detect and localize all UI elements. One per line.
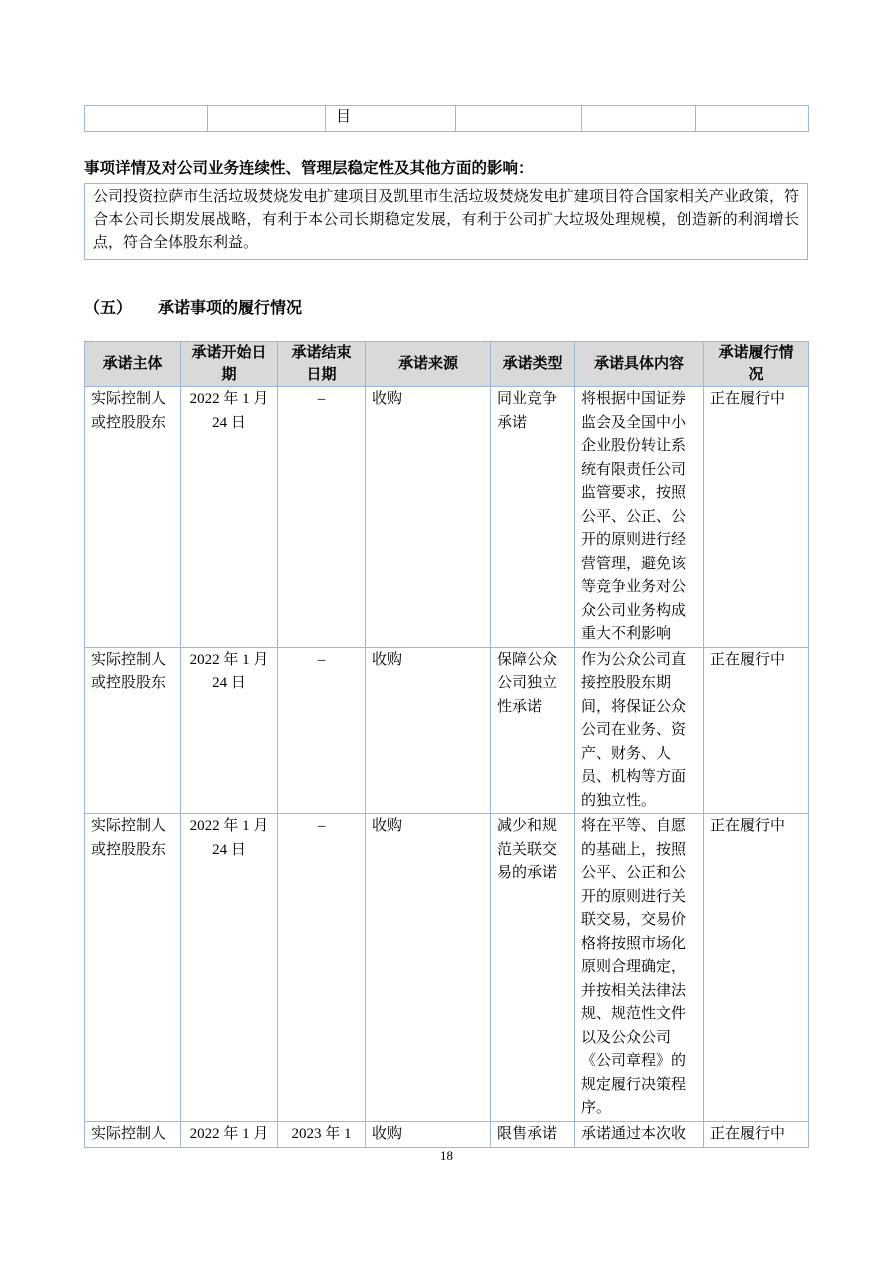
cell-end-date: – <box>278 647 366 814</box>
header-type: 承诺类型 <box>491 342 575 387</box>
previous-table-fragment <box>84 105 809 132</box>
cell-end-date: 2023 年 1 <box>278 1121 366 1147</box>
table-cell: 目 <box>326 106 456 132</box>
cell-subject: 实际控制人或控股股东 <box>85 814 181 1122</box>
table-row <box>85 387 809 648</box>
cell-end-date: – <box>278 814 366 1122</box>
header-start-date: 承诺开始日期 <box>181 342 278 387</box>
cell-detail: 承诺通过本次收 <box>575 1121 704 1147</box>
cell-detail: 作为公众公司直接控股股东期间，将保证公众公司在业务、资产、财务、人员、机构等方面的独立性。 <box>575 647 704 814</box>
cell-type: 减少和规范关联交易的承诺 <box>491 814 575 1122</box>
header-status: 承诺履行情况 <box>704 342 809 387</box>
table-row <box>85 814 809 1122</box>
table-header-row <box>85 342 809 387</box>
table-row <box>85 106 809 132</box>
impact-heading: 事项详情及对公司业务连续性、管理层稳定性及其他方面的影响： <box>84 160 534 177</box>
cell-type: 限售承诺 <box>491 1121 575 1147</box>
cell-start-date: 2022 年 1 月 24 日 <box>181 387 278 648</box>
header-detail: 承诺具体内容 <box>575 342 704 387</box>
cell-status: 正在履行中 <box>704 1121 809 1147</box>
cell-start-date: 2022 年 1 月 24 日 <box>181 647 278 814</box>
cell-subject: 实际控制人或控股股东 <box>85 647 181 814</box>
cell-status: 正在履行中 <box>704 814 809 1122</box>
section-number: （五） <box>84 300 133 317</box>
header-subject: 承诺主体 <box>85 342 181 387</box>
section-heading <box>84 298 808 320</box>
cell-detail: 将在平等、自愿的基础上，按照公平、公正和公开的原则进行关联交易，交易价格将按照市场化原则合理确定，并按相关法律法规、规范性文件以及公众公司《公司章程》的规定履行决策程序。 <box>575 814 704 1122</box>
table-cell <box>582 106 696 132</box>
table-cell <box>85 106 208 132</box>
table-row <box>85 1121 809 1147</box>
table-cell <box>696 106 809 132</box>
table-cell <box>208 106 326 132</box>
table-row <box>85 647 809 814</box>
header-end-date: 承诺结束日期 <box>278 342 366 387</box>
cell-status: 正在履行中 <box>704 387 809 648</box>
cell-subject: 实际控制人 <box>85 1121 181 1147</box>
page-content <box>84 105 808 1148</box>
cell-type: 保障公众公司独立性承诺 <box>491 647 575 814</box>
impact-statement-box <box>84 183 808 260</box>
cell-type: 同业竞争承诺 <box>491 387 575 648</box>
cell-detail: 将根据中国证券监会及全国中小企业股份转让系统有限责任公司监管要求，按照公平、公正、公开的原则进行经营管理，避免该等竞争业务对公众公司业务构成重大不利影响 <box>575 387 704 648</box>
header-source: 承诺来源 <box>366 342 491 387</box>
cell-status: 正在履行中 <box>704 647 809 814</box>
impact-statement-text: 公司投资拉萨市生活垃圾焚烧发电扩建项目及凯里市生活垃圾焚烧发电扩建项目符合国家相关产业政策，符合本公司长期发展战略，有利于本公司长期稳定发展，有利于公司扩大垃圾处理规模，创造新的利润增长点，符合全体股东利益。 <box>93 189 799 251</box>
cell-source: 收购 <box>366 387 491 648</box>
table-cell <box>456 106 582 132</box>
cell-source: 收购 <box>366 814 491 1122</box>
cell-start-date: 2022 年 1 月 <box>181 1121 278 1147</box>
section-title: 承诺事项的履行情况 <box>158 300 303 317</box>
commitments-table <box>84 341 809 1148</box>
cell-source: 收购 <box>366 647 491 814</box>
cell-start-date: 2022 年 1 月 24 日 <box>181 814 278 1122</box>
cell-source: 收购 <box>366 1121 491 1147</box>
cell-end-date: – <box>278 387 366 648</box>
page-number: 18 <box>440 1148 453 1163</box>
cell-subject: 实际控制人或控股股东 <box>85 387 181 648</box>
